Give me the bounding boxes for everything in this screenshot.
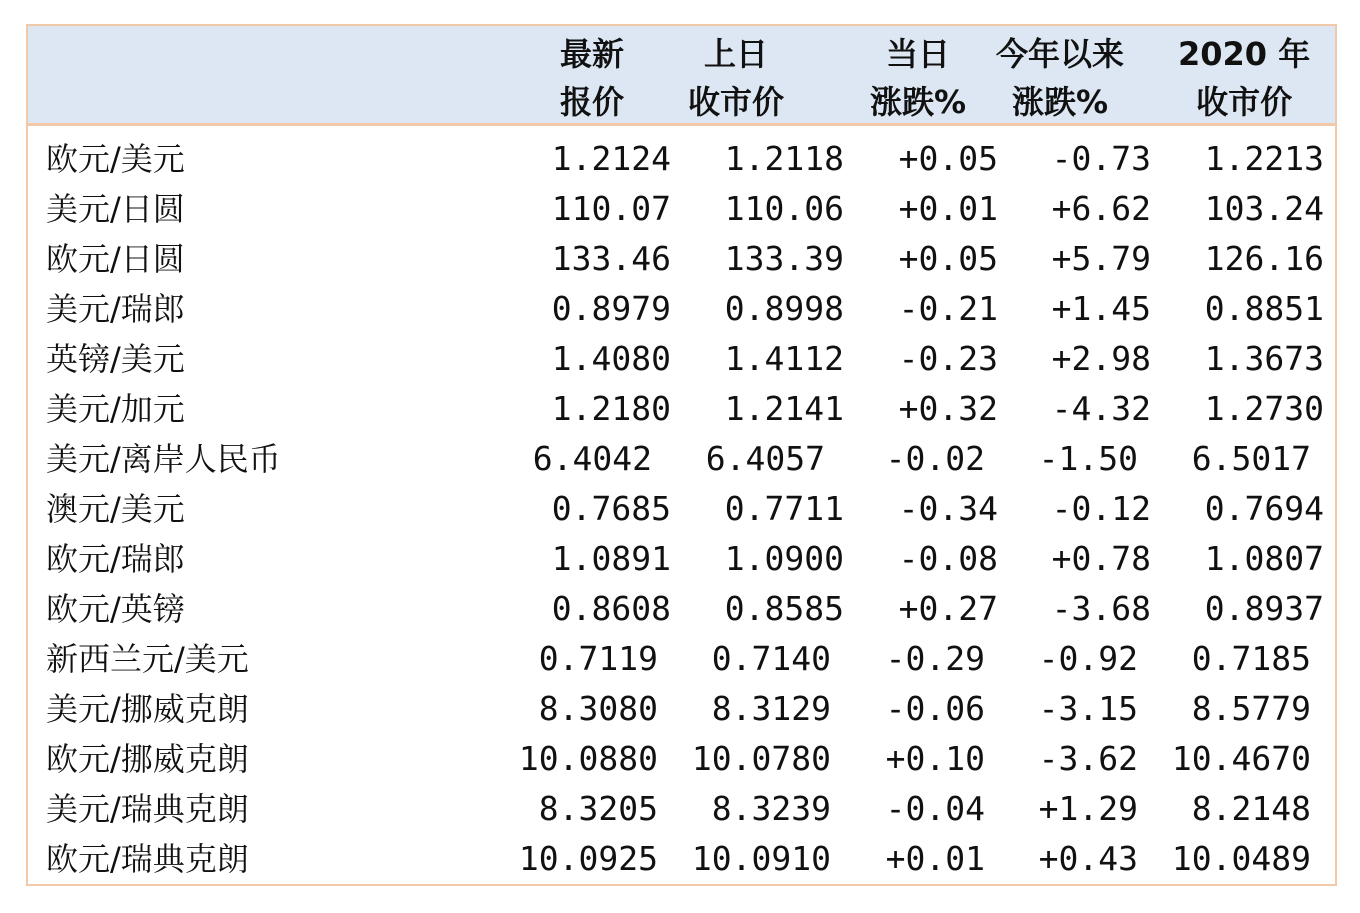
header-latest-price: 最新 报价: [560, 35, 625, 121]
table-row: [28, 784, 1335, 834]
close-2020: 1.2730: [1204, 389, 1324, 428]
close-2020: 8.5779: [1191, 689, 1311, 728]
latest-price: 1.2180: [551, 389, 671, 428]
ytd-change: -3.15: [1038, 689, 1138, 728]
prev-close: 133.39: [724, 239, 844, 278]
table-row: [28, 734, 1335, 784]
table-row: [28, 584, 1335, 634]
latest-price: 10.0925: [518, 839, 658, 878]
prev-close: 1.0900: [724, 539, 844, 578]
header-prev-close: 上日 收市价: [688, 35, 785, 121]
close-2020: 8.2148: [1191, 789, 1311, 828]
table-header: [28, 26, 1335, 126]
close-2020: 1.3673: [1204, 339, 1324, 378]
ytd-change: +0.43: [1038, 839, 1138, 878]
ytd-change: +1.29: [1038, 789, 1138, 828]
currency-pair: 澳元/美元: [46, 490, 185, 528]
prev-close: 110.06: [724, 189, 844, 228]
day-change: -0.23: [898, 339, 998, 378]
prev-close: 1.4112: [724, 339, 844, 378]
currency-pair: 美元/瑞郎: [46, 290, 185, 328]
ytd-change: -0.12: [1051, 489, 1151, 528]
ytd-change: -3.62: [1038, 739, 1138, 778]
currency-pair: 美元/离岸人民币: [46, 440, 281, 478]
currency-pair: 美元/挪威克朗: [46, 690, 249, 728]
ytd-change: +5.79: [1051, 239, 1151, 278]
currency-pair: 欧元/瑞典克朗: [46, 840, 249, 878]
prev-close: 0.7140: [711, 639, 831, 678]
table-body: [28, 134, 1335, 884]
latest-price: 110.07: [551, 189, 671, 228]
prev-close: 10.0780: [691, 739, 831, 778]
currency-pair: 美元/加元: [46, 390, 185, 428]
latest-price: 8.3080: [538, 689, 658, 728]
close-2020: 0.7185: [1191, 639, 1311, 678]
header-2020-close: 2020 年 收市价: [1178, 35, 1311, 121]
table-row: [28, 634, 1335, 684]
table-row: [28, 834, 1335, 884]
ytd-change: +2.98: [1051, 339, 1151, 378]
day-change: +0.05: [898, 139, 998, 178]
table-row: [28, 684, 1335, 734]
day-change: +0.05: [898, 239, 998, 278]
day-change: +0.32: [898, 389, 998, 428]
currency-pair: 欧元/挪威克朗: [46, 740, 249, 778]
close-2020: 6.5017: [1191, 439, 1311, 478]
currency-pair: 美元/日圆: [46, 190, 185, 228]
currency-pair: 英镑/美元: [46, 340, 185, 378]
prev-close: 8.3129: [711, 689, 831, 728]
latest-price: 1.0891: [551, 539, 671, 578]
latest-price: 0.8608: [551, 589, 671, 628]
day-change: -0.29: [885, 639, 985, 678]
close-2020: 103.24: [1204, 189, 1324, 228]
table-row: [28, 534, 1335, 584]
fx-table: [26, 24, 1337, 886]
latest-price: 0.7685: [551, 489, 671, 528]
currency-pair: 新西兰元/美元: [46, 640, 249, 678]
table-row: [28, 334, 1335, 384]
day-change: -0.04: [885, 789, 985, 828]
prev-close: 0.8998: [724, 289, 844, 328]
table-row: [28, 484, 1335, 534]
close-2020: 10.4670: [1171, 739, 1311, 778]
header-ytd-change: 今年以来 涨跌%: [996, 35, 1125, 121]
ytd-change: -0.92: [1038, 639, 1138, 678]
currency-pair: 欧元/日圆: [46, 240, 185, 278]
ytd-change: -1.50: [1038, 439, 1138, 478]
close-2020: 126.16: [1204, 239, 1324, 278]
day-change: -0.02: [885, 439, 985, 478]
latest-price: 133.46: [551, 239, 671, 278]
latest-price: 0.7119: [538, 639, 658, 678]
currency-pair: 欧元/瑞郎: [46, 540, 185, 578]
ytd-change: -3.68: [1051, 589, 1151, 628]
table-row: [28, 434, 1335, 484]
ytd-change: -0.73: [1051, 139, 1151, 178]
latest-price: 0.8979: [551, 289, 671, 328]
prev-close: 1.2141: [724, 389, 844, 428]
close-2020: 0.8937: [1204, 589, 1324, 628]
ytd-change: +0.78: [1051, 539, 1151, 578]
prev-close: 8.3239: [711, 789, 831, 828]
latest-price: 1.4080: [551, 339, 671, 378]
ytd-change: -4.32: [1051, 389, 1151, 428]
currency-pair: 欧元/美元: [46, 140, 185, 178]
day-change: -0.34: [898, 489, 998, 528]
close-2020: 10.0489: [1171, 839, 1311, 878]
prev-close: 1.2118: [724, 139, 844, 178]
prev-close: 0.7711: [724, 489, 844, 528]
table-row: [28, 234, 1335, 284]
close-2020: 0.7694: [1204, 489, 1324, 528]
latest-price: 8.3205: [538, 789, 658, 828]
table-row: [28, 284, 1335, 334]
currency-pair: 美元/瑞典克朗: [46, 790, 249, 828]
latest-price: 10.0880: [518, 739, 658, 778]
header-day-change: 当日 涨跌%: [870, 35, 967, 121]
day-change: -0.08: [898, 539, 998, 578]
day-change: +0.10: [885, 739, 985, 778]
day-change: -0.06: [885, 689, 985, 728]
latest-price: 1.2124: [551, 139, 671, 178]
close-2020: 1.0807: [1204, 539, 1324, 578]
day-change: +0.01: [885, 839, 985, 878]
prev-close: 0.8585: [724, 589, 844, 628]
close-2020: 1.2213: [1204, 139, 1324, 178]
day-change: +0.27: [898, 589, 998, 628]
ytd-change: +6.62: [1051, 189, 1151, 228]
currency-pair: 欧元/英镑: [46, 590, 185, 628]
latest-price: 6.4042: [532, 439, 652, 478]
table-row: [28, 384, 1335, 434]
table-row: [28, 134, 1335, 184]
ytd-change: +1.45: [1051, 289, 1151, 328]
prev-close: 6.4057: [705, 439, 825, 478]
table-row: [28, 184, 1335, 234]
day-change: -0.21: [898, 289, 998, 328]
prev-close: 10.0910: [691, 839, 831, 878]
day-change: +0.01: [898, 189, 998, 228]
close-2020: 0.8851: [1204, 289, 1324, 328]
